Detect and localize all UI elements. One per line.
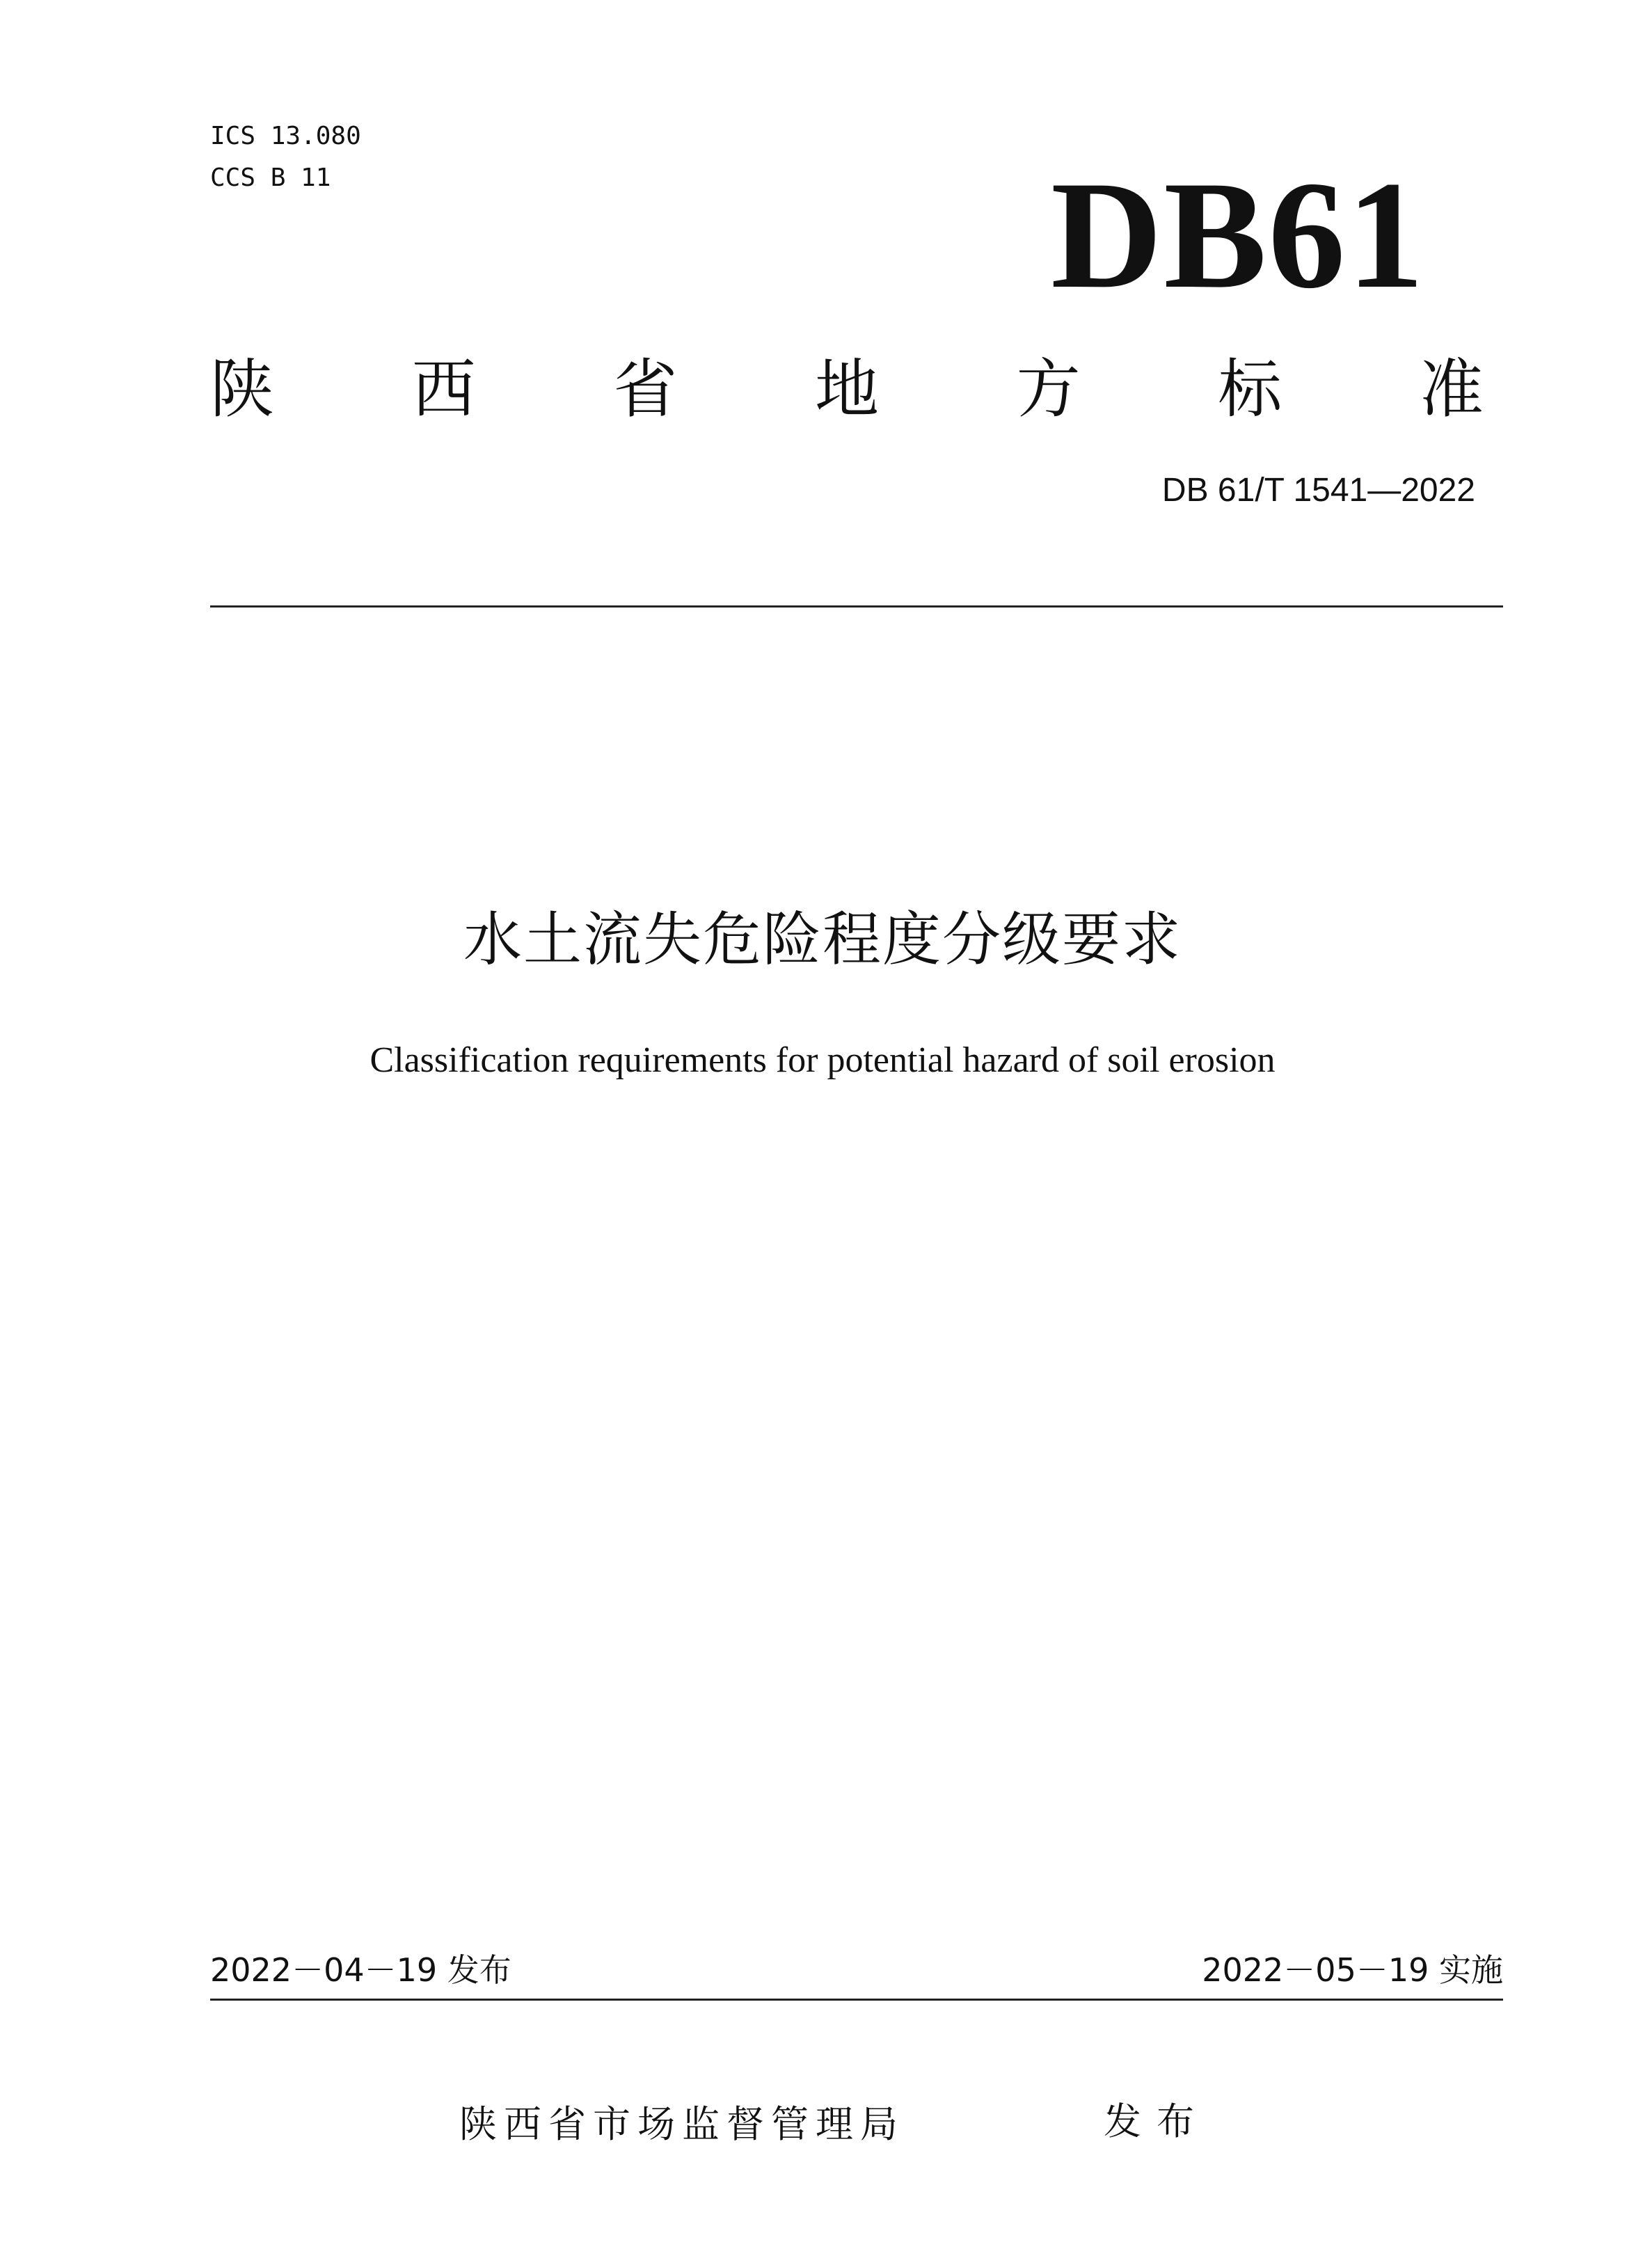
standard-type-char: 陕 xyxy=(210,352,275,427)
implementation-date: 2022－05－19 实施 xyxy=(1202,1951,1503,1989)
issue-date: 2022－04－19 发布 xyxy=(210,1951,511,1989)
top-divider xyxy=(210,605,1503,608)
standard-number: DB 61/T 1541—2022 xyxy=(1161,472,1475,509)
standard-type-heading xyxy=(210,341,1484,438)
ccs-code: CCS B 11 xyxy=(210,164,331,192)
classification-codes xyxy=(210,116,361,199)
standard-type-char: 准 xyxy=(1419,352,1484,427)
standard-type-char: 方 xyxy=(1016,352,1081,427)
standard-type-char: 省 xyxy=(613,352,678,427)
standard-type-char: 地 xyxy=(814,352,879,427)
ics-code: ICS 13.080 xyxy=(210,122,361,150)
issuer-action: 发布 xyxy=(1104,2099,1209,2143)
bottom-divider xyxy=(210,1999,1503,2001)
issuer-name: 陕西省市场监督管理局 xyxy=(459,2102,905,2146)
standard-type-char: 西 xyxy=(411,352,476,427)
title-english: Classification requirements for potential hazard of soil erosion xyxy=(370,1040,1276,1080)
standard-type-char: 标 xyxy=(1218,352,1282,427)
db61-logo: DB61 xyxy=(1051,150,1426,321)
title-chinese: 水土流失危险程度分级要求 xyxy=(463,905,1182,974)
